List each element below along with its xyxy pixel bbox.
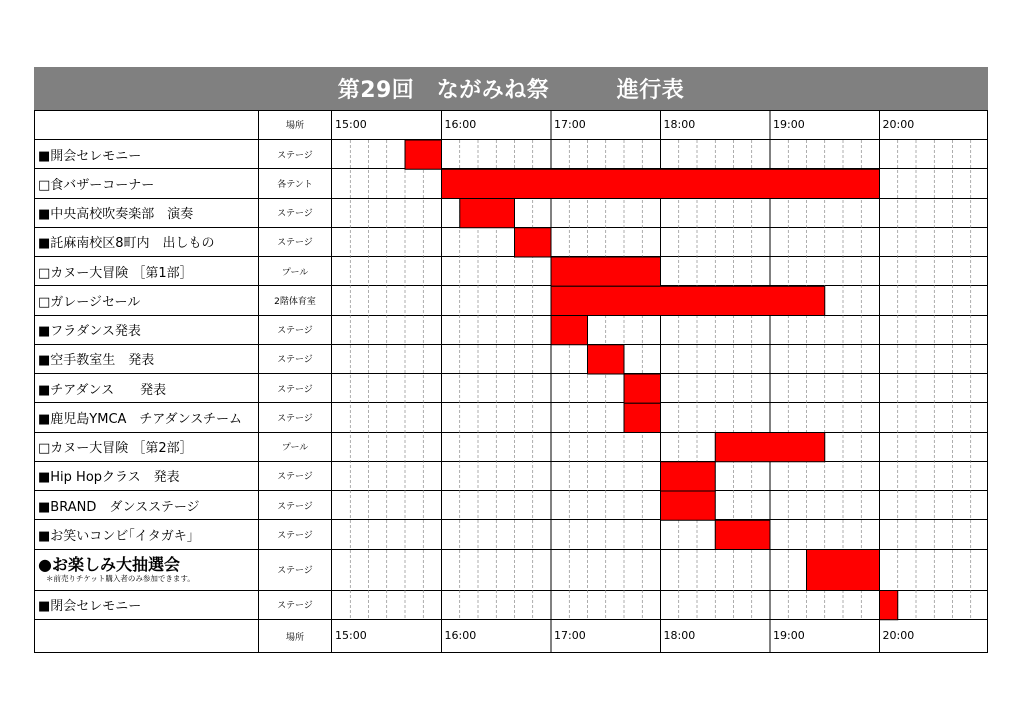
gantt-bar [588, 345, 625, 374]
gantt-bar [460, 199, 515, 228]
hour-label-top: 17:00 [554, 118, 586, 131]
event-name: ■空手教室生 発表 [34, 345, 259, 373]
event-name: ■BRAND ダンスステージ [34, 491, 259, 519]
event-place: ステージ [259, 591, 332, 619]
event-place: ステージ [259, 228, 332, 256]
gantt-bar [807, 550, 880, 591]
gantt-bar [515, 228, 552, 257]
hour-label-bottom: 17:00 [554, 629, 586, 643]
gantt-bar [624, 374, 661, 403]
event-name: ■開会セレモニー [34, 140, 259, 168]
event-place: ステージ [259, 550, 332, 590]
gantt-bar [405, 140, 442, 169]
hour-label-top: 15:00 [335, 118, 367, 131]
event-name: ■フラダンス発表 [34, 316, 259, 344]
event-place: ステージ [259, 199, 332, 227]
gantt-bar [661, 462, 716, 491]
event-name: ■閉会セレモニー [34, 591, 259, 619]
event-place: ステージ [259, 374, 332, 402]
event-name: ■託麻南校区8町内 出しもの [34, 228, 259, 256]
gantt-bar [880, 591, 898, 620]
event-place: 2階体育室 [259, 286, 332, 314]
event-name: ■お笑いコンビ｢イタガキ｣ [34, 520, 259, 548]
gantt-bar [551, 316, 588, 345]
gantt-bar [715, 433, 825, 462]
gantt-bar [661, 491, 716, 520]
gantt-bar [624, 403, 661, 432]
event-note: ＊前売りチケット購入者のみ参加できます。 [46, 573, 195, 583]
event-place: ステージ [259, 345, 332, 373]
place-header: 場所 [259, 620, 332, 653]
page-title: 第29回 ながみね祭 進行表 [337, 78, 685, 103]
event-place: ステージ [259, 520, 332, 548]
hour-label-bottom: 15:00 [335, 629, 367, 643]
event-name: □カヌー大冒険 ［第2部］ [34, 433, 259, 461]
gantt-bar [551, 286, 825, 315]
event-name: ■Hip Hopクラス 発表 [34, 462, 259, 490]
event-name: □食バザーコーナー [34, 169, 259, 197]
event-name: ■中央高校吹奏楽部 演奏 [34, 199, 259, 227]
event-place: ステージ [259, 491, 332, 519]
hour-label-top: 20:00 [882, 118, 915, 131]
event-name-text: ●お楽しみ大抽選会 [38, 554, 180, 574]
event-place: ステージ [259, 140, 332, 168]
event-place: ステージ [259, 462, 332, 490]
event-name: □カヌー大冒険 ［第1部］ [34, 257, 259, 285]
hour-label-bottom: 19:00 [773, 629, 805, 643]
gantt-bar [715, 520, 770, 549]
event-place: 各テント [259, 169, 332, 197]
hour-label-bottom: 18:00 [663, 629, 696, 643]
event-name: ■鹿児島YMCA チアダンスチーム [34, 403, 259, 431]
gantt-bar [551, 257, 661, 286]
event-place: ステージ [259, 403, 332, 431]
event-place: ステージ [259, 316, 332, 344]
event-name: □ガレージセール [34, 286, 259, 314]
gantt-bar [442, 169, 880, 198]
place-header: 場所 [259, 110, 332, 139]
event-name: ■チアダンス 発表 [34, 374, 259, 402]
hour-label-top: 18:00 [663, 118, 696, 131]
event-place: プール [259, 257, 332, 285]
hour-label-bottom: 20:00 [882, 629, 915, 643]
hour-label-top: 16:00 [444, 118, 477, 131]
hour-label-top: 19:00 [773, 118, 805, 131]
event-place: プール [259, 433, 332, 461]
hour-label-bottom: 16:00 [444, 629, 477, 643]
